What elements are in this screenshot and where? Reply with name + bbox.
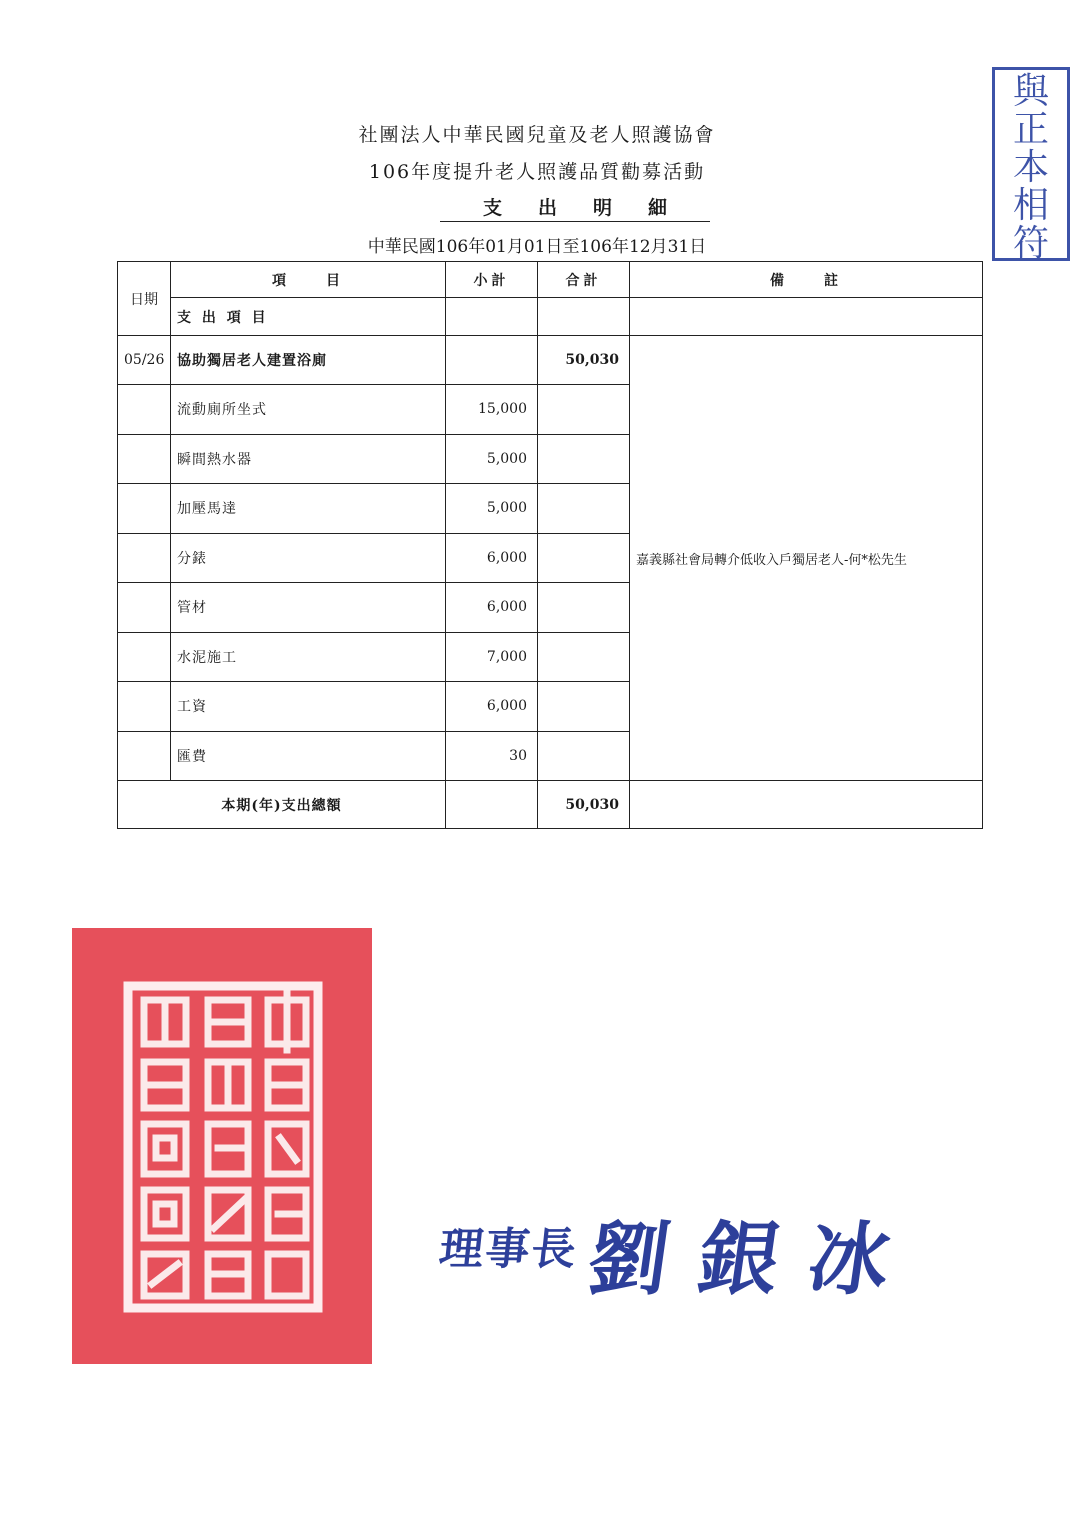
row-subtotal: 30: [446, 731, 538, 781]
stamp-char: 本: [1012, 147, 1049, 188]
row-item: 分錶: [171, 533, 446, 583]
total-column-header: 合計: [538, 262, 630, 298]
organization-name: 社團法人中華民國兒童及老人照護協會: [358, 124, 716, 146]
row-item: 加壓馬達: [171, 484, 446, 534]
seal-graphic: [72, 928, 372, 1364]
chairperson-signature: [436, 1195, 940, 1315]
total-row: [118, 781, 983, 829]
event-title: 106年度提升老人照護品質勸募活動: [368, 161, 706, 183]
stamp-char: 正: [1012, 109, 1049, 150]
stamp-char: 相: [1012, 185, 1049, 226]
date-column-header: 日期: [118, 262, 171, 336]
document-title: 支出明細: [440, 193, 710, 222]
remarks-column-header: 備 註: [630, 262, 983, 298]
row-subtotal: 6,000: [446, 583, 538, 633]
grand-total: 50,030: [538, 781, 630, 829]
row-item: 匯費: [171, 731, 446, 781]
empty-cell: [630, 781, 983, 829]
empty-cell: [538, 484, 630, 534]
empty-cell: [118, 632, 171, 682]
empty-cell: [118, 385, 171, 435]
section-row: [118, 298, 983, 336]
organization-seal: [72, 928, 372, 1364]
empty-cell: [538, 385, 630, 435]
entry-date: 05/26: [118, 336, 171, 385]
empty-cell: [118, 533, 171, 583]
row-item: 水泥施工: [171, 632, 446, 682]
row-subtotal: 6,000: [446, 533, 538, 583]
empty-cell: [630, 298, 983, 336]
row-subtotal: 5,000: [446, 484, 538, 534]
empty-cell: [446, 298, 538, 336]
row-item: 管材: [171, 583, 446, 633]
empty-cell: [538, 583, 630, 633]
main-entry-row: [118, 336, 983, 385]
row-subtotal: 5,000: [446, 434, 538, 484]
entry-total: 50,030: [538, 336, 630, 385]
empty-cell: [118, 682, 171, 732]
section-label: 支 出 項 目: [171, 298, 446, 336]
stamp-char: 與: [1012, 71, 1049, 112]
entry-item: 協助獨居老人建置浴廁: [171, 336, 446, 385]
row-subtotal: 6,000: [446, 682, 538, 732]
row-item: 瞬間熱水器: [171, 434, 446, 484]
entry-remarks: 嘉義縣社會局轉介低收入戶獨居老人-何*松先生: [630, 336, 983, 781]
subtotal-column-header: 小計: [446, 262, 538, 298]
empty-cell: [118, 583, 171, 633]
empty-cell: [118, 731, 171, 781]
empty-cell: [118, 484, 171, 534]
certified-true-copy-stamp: [992, 67, 1070, 264]
item-column-header: 項 目: [171, 262, 446, 298]
signature-name: 劉銀冰: [582, 1213, 926, 1306]
empty-cell: [538, 632, 630, 682]
empty-cell: [538, 682, 630, 732]
row-item: 工資: [171, 682, 446, 732]
expense-table: [117, 261, 983, 829]
empty-cell: [538, 434, 630, 484]
table-header-row: [118, 262, 983, 298]
stamp-char: 符: [1012, 223, 1049, 264]
empty-cell: [538, 731, 630, 781]
empty-cell: [538, 533, 630, 583]
empty-cell: [446, 336, 538, 385]
row-subtotal: 15,000: [446, 385, 538, 435]
empty-cell: [446, 781, 538, 829]
row-item: 流動廁所坐式: [171, 385, 446, 435]
row-subtotal: 7,000: [446, 632, 538, 682]
reporting-period: 中華民國106年01月01日至106年12月31日: [367, 237, 707, 257]
total-label: 本期(年)支出總額: [118, 781, 446, 829]
empty-cell: [538, 298, 630, 336]
signature-title: 理事長: [436, 1224, 581, 1275]
empty-cell: [118, 434, 171, 484]
